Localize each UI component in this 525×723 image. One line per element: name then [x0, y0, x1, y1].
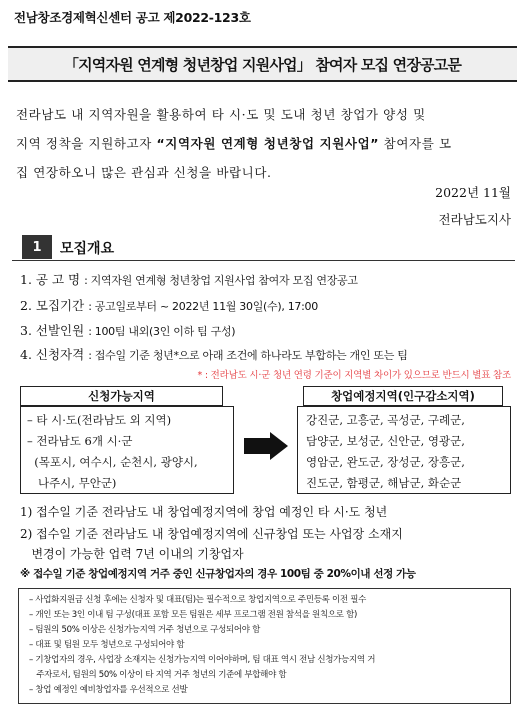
intro-line: 집 연장하오니 많은 관심과 신청을 바랍니다.: [16, 165, 272, 180]
info-row-period: 2. 모집기간 : 공고일로부터 ~ 2022년 11월 30일(수), 17:00: [20, 298, 318, 313]
intro-line: 지역 정착을 지원하고자 “지역자원 연계형 청년창업 지원사업” 참여자를 모: [16, 136, 452, 151]
selection-emphasis-note: ※ 접수일 기준 창업예정지역 거주 중인 신규창업자의 경우 100팀 중 20%이내 선정 가능: [20, 568, 416, 580]
section-title: 모집개요: [60, 241, 115, 257]
target-region-header: 창업예정지역(인구감소지역): [303, 386, 503, 406]
title-banner: [8, 46, 517, 82]
section-number: 1: [22, 235, 52, 259]
region-line: 담양군, 보성군, 신안군, 영광군,: [306, 434, 465, 448]
condition-2-continued: 변경이 가능한 업력 7년 이내의 기창업자: [20, 547, 244, 561]
intro-paragraph: [16, 100, 510, 187]
intro-line: 전라남도 내 지역자원을 활용하여 타 시·도 및 도내 청년 창업가 양성 및: [16, 107, 426, 122]
note-line: 주자로서, 팀원의 50% 이상이 타 지역 거주 청년의 기준에 부합해야 함: [29, 670, 287, 680]
region-line: – 타 시·도(전라남도 외 지역): [27, 413, 172, 427]
condition-2: 2) 접수일 기준 전라남도 내 창업예정지역에 신규창업 또는 사업장 소재지: [20, 527, 403, 541]
eligible-region-header: 신청가능지역: [20, 386, 223, 406]
target-region-box: [297, 406, 511, 494]
announcement-date: 2022년 11월: [435, 185, 511, 200]
region-line: 나주시, 무안군): [27, 476, 117, 490]
eligible-region-box: [20, 406, 234, 494]
region-line: 진도군, 함평군, 해남군, 화순군: [306, 476, 462, 490]
info-row-count: 3. 선발인원 : 100팀 내외(3인 이하 팀 구성): [20, 323, 236, 338]
arrow-right-icon: [244, 430, 290, 462]
note-line: – 팀원의 50% 이상은 신청가능지역 거주 청년으로 구성되어야 함: [29, 625, 261, 635]
requirements-notes-box: [18, 588, 511, 704]
info-row-eligibility: 4. 신청자격 : 접수일 기준 청년*으로 아래 조건에 하나라도 부합하는 개인 또는 팀: [20, 347, 408, 362]
document-title: 「지역자원 연계형 청년창업 지원사업」 참여자 모집 연장공고문: [63, 55, 462, 74]
region-line: – 전라남도 6개 시·군: [27, 434, 133, 448]
note-line: – 개인 또는 3인 이내 팀 구성(대표 포함 모든 팀원은 세부 프로그램 전원 참석을 원칙으로 함): [29, 610, 358, 620]
region-line: (목포시, 여수시, 순천시, 광양시,: [27, 455, 198, 469]
note-line: – 사업화지원금 신청 후에는 신청자 및 대표(팀)는 필수적으로 창업지역으로 주민등록 이전 필수: [29, 595, 367, 605]
section-header: [12, 235, 515, 261]
note-line: – 대표 및 팀원 모두 청년으로 구성되어야 함: [29, 640, 185, 650]
condition-1: 1) 접수일 기준 전라남도 내 창업예정지역에 창업 예정인 타 시·도 청년: [20, 505, 388, 519]
age-criteria-note: * : 전라남도 시·군 청년 연령 기준이 지역별 차이가 있으므로 반드시 별표 참조: [197, 370, 511, 381]
announcement-number: 전남창조경제혁신센터 공고 제2022-123호: [14, 10, 251, 25]
issuing-organization: 전라남도지사: [438, 212, 511, 227]
info-row-title: 1. 공 고 명 : 지역자원 연계형 청년창업 지원사업 참여자 모집 연장공고: [20, 272, 358, 287]
region-line: 영암군, 완도군, 장성군, 장흥군,: [306, 455, 465, 469]
region-line: 강진군, 고흥군, 곡성군, 구례군,: [306, 413, 465, 427]
section-divider: [12, 260, 515, 261]
note-line: – 창업 예정인 예비창업자를 우선적으로 선발: [29, 685, 188, 695]
program-name-emphasis: “지역자원 연계형 청년창업 지원사업”: [156, 136, 380, 151]
note-line: – 기창업자의 경우, 사업장 소재지는 신청가능지역 이어야하며, 팀 대표 역시 전남 신청가능지역 거: [29, 655, 376, 665]
